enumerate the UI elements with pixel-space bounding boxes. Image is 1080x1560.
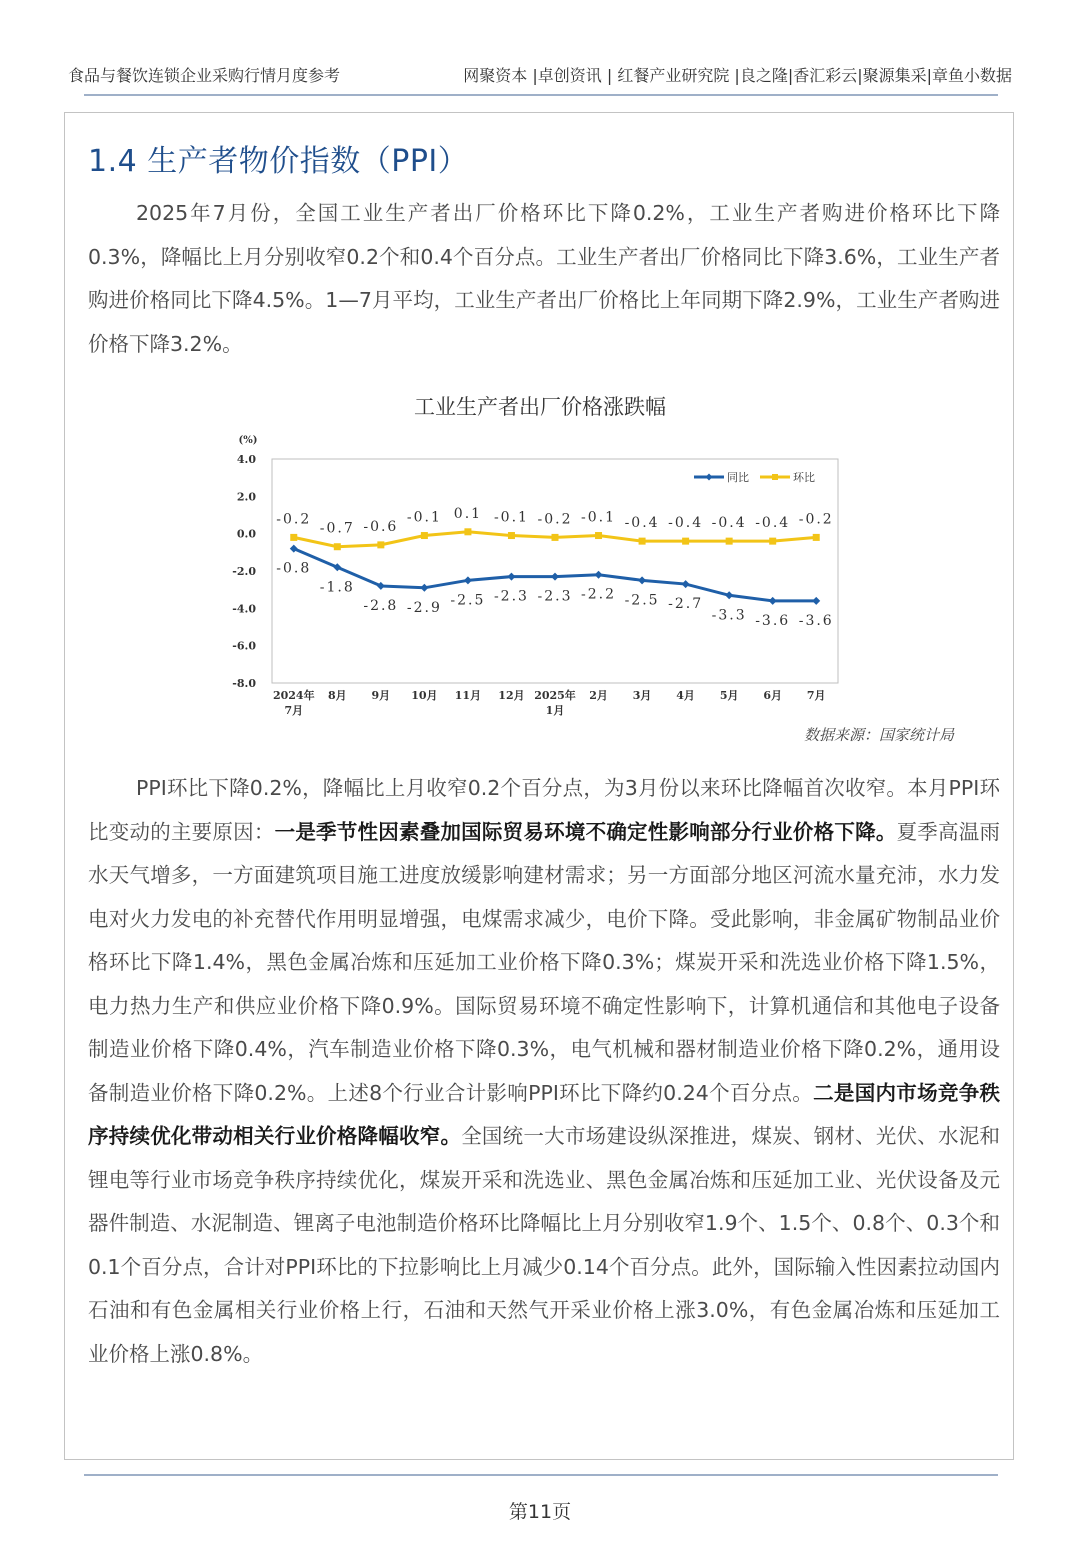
header-left-title: 食品与餐饮连锁企业采购行情月度参考	[68, 65, 341, 85]
data-label-yoy: -2.3	[493, 588, 529, 605]
data-label-yoy: -2.5	[624, 592, 660, 609]
data-label-mom: -0.2	[276, 511, 312, 528]
paragraph1-text: 2025年7月份，全国工业生产者出厂价格环比下降0.2%，工业生产者购进价格环比下降0.3%，降幅比上月分别收窄0.2个和0.4个百分点。工业生产者出厂价格同比下降3.6%，工业生产者购进价格同比下降4.5%。1—7月平均，工业生产者出厂价格比上年同期下降2.9%，工业生产者购进价格下降3.2%。	[88, 201, 1000, 356]
x-tick-label-line: 12月	[498, 689, 525, 702]
x-tick-label-line: 5月	[719, 689, 739, 702]
data-point-mom	[726, 538, 733, 545]
paragraph-ppi-summary	[88, 192, 1000, 366]
paragraph2-bold-reason-1: 一是季节性因素叠加国际贸易环境不确定性影响部分行业价格下降。	[274, 819, 897, 844]
x-tick-label-line: 2024年	[272, 689, 315, 702]
y-tick-label: 4.0	[236, 453, 256, 466]
data-source: 数据来源：国家统计局	[803, 726, 954, 744]
legend-label: 环比	[793, 471, 815, 484]
data-point-mom	[421, 532, 428, 539]
x-tick-label-line: 11月	[454, 689, 482, 702]
section-title: 1.4 生产者物价指数（PPI）	[88, 144, 469, 179]
y-tick-label: -4.0	[232, 602, 256, 616]
x-tick-label-line: 8月	[327, 689, 347, 702]
legend-label: 同比	[727, 471, 749, 484]
data-point-mom	[682, 538, 689, 545]
data-label-mom: -0.2	[798, 511, 834, 528]
plot-area	[272, 459, 838, 683]
data-label-yoy: -2.7	[668, 596, 704, 613]
data-point-mom	[595, 532, 602, 539]
data-label-mom: -0.4	[624, 515, 660, 532]
chart-title: 工业生产者出厂价格涨跌幅	[414, 395, 666, 419]
data-label-mom: -0.7	[319, 520, 355, 537]
data-point-mom	[552, 534, 559, 541]
y-tick-label: 0.0	[236, 527, 256, 541]
data-label-yoy: -3.6	[755, 612, 791, 629]
data-label-mom: -0.4	[668, 515, 704, 532]
legend-marker	[772, 474, 778, 480]
x-tick-label	[807, 689, 826, 702]
data-label-yoy: -3.6	[798, 612, 834, 629]
page-number: 第11页	[508, 1501, 572, 1523]
paragraph-ppi-analysis	[88, 767, 1000, 1376]
y-tick-label: -8.0	[232, 677, 256, 690]
data-label-mom: -0.4	[755, 515, 791, 532]
data-label-yoy: -1.8	[319, 579, 355, 596]
data-label-mom: -0.4	[711, 515, 747, 532]
x-tick-label-line: 4月	[676, 689, 695, 702]
x-tick-label	[411, 689, 437, 702]
x-tick-label	[273, 688, 315, 717]
y-tick-label: -6.0	[232, 639, 256, 653]
header-right-sources: 网聚资本 |卓创资讯 | 红餐产业研究院 |良之隆|香汇彩云|聚源集采|章鱼小数据	[463, 65, 1012, 85]
data-point-mom	[813, 534, 820, 541]
x-tick-label	[455, 689, 481, 702]
data-label-yoy: -0.8	[276, 560, 312, 577]
data-point-mom	[377, 541, 384, 548]
paragraph2-bold-reason-2: 二是国内市场竞争秩序持续优化带动相关行业价格降幅收窄。	[88, 1080, 1000, 1148]
x-tick-label	[589, 689, 608, 702]
data-label-yoy: -2.8	[363, 597, 399, 614]
paragraph2-detail-1: 夏季高温雨水天气增多，一方面建筑项目施工进度放缓影响建材需求；另一方面部分地区河流水量充沛，水力发电对火力发电的补充替代作用明显增强，电煤需求减少，电价下降。受此影响，非金属矿物制品业价格环比下降1.4%，黑色金属冶炼和压延加工业价格下降0.3%；煤炭开采和洗选业价格下降1.5%，电力热力生产和供应业价格下降0.9%。国际贸易环境不确定性影响下，计算机通信和其他电子设备制造业价格下降0.4%，汽车制造业价格下降0.3%，电气机械和器材制造业价格下降0.2%，通用设备制造业价格下降0.2%。上述8个行业合计影响PPI环比下降约0.24个百分点。	[88, 819, 1001, 1105]
page-header	[68, 58, 1012, 90]
data-label-yoy: -2.3	[537, 588, 573, 605]
x-tick-label-line: 10月	[411, 689, 438, 702]
y-tick-label: 2.0	[236, 490, 256, 504]
x-tick-label-line: 9月	[371, 689, 391, 702]
data-label-mom: -0.1	[406, 509, 442, 526]
paragraph2-intro: PPI环比下降0.2%，降幅比上月收窄0.2个百分点，为3月份以来环比降幅首次收窄。本月PPI环比变动的主要原因：	[88, 776, 1000, 844]
data-point-mom	[508, 532, 515, 539]
data-point-mom	[334, 543, 341, 550]
x-tick-label-line: 7月	[806, 689, 826, 702]
data-label-mom: -0.1	[581, 509, 617, 526]
x-tick-label	[328, 689, 347, 702]
y-axis-unit-label: (%)	[238, 435, 258, 446]
x-tick-label-line: 2025年	[534, 689, 576, 702]
x-tick-label	[676, 689, 695, 702]
x-tick-label-line: 1月	[545, 704, 565, 717]
x-tick-label	[763, 689, 782, 702]
data-label-mom: -0.1	[493, 509, 529, 526]
x-tick-label-line: 3月	[632, 689, 652, 702]
data-label-mom: -0.6	[363, 518, 399, 535]
ppi-line-chart	[220, 428, 860, 724]
data-point-mom	[639, 538, 646, 545]
y-tick-label: -2.0	[232, 565, 256, 578]
data-label-yoy: -2.9	[406, 599, 442, 616]
x-tick-label-line: 2月	[589, 689, 608, 702]
x-tick-label	[633, 689, 652, 702]
x-tick-label	[498, 689, 524, 702]
x-tick-label	[534, 688, 576, 717]
data-label-mom: 0.1	[453, 505, 483, 522]
x-tick-label	[720, 689, 739, 702]
data-label-yoy: -3.3	[711, 607, 747, 624]
data-point-mom	[769, 538, 776, 545]
header-divider	[84, 94, 998, 96]
data-label-yoy: -2.5	[450, 592, 486, 609]
x-tick-label-line: 6月	[763, 689, 783, 702]
x-tick-label-line: 7月	[284, 704, 304, 717]
paragraph2-detail-2: 全国统一大市场建设纵深推进，煤炭、钢材、光伏、水泥和锂电等行业市场竞争秩序持续优化，煤炭开采和洗选业、黑色金属冶炼和压延加工业、光伏设备及元器件制造、水泥制造、锂离子电池制造价格环比降幅比上月分别收窄1.9个、1.5个、0.8个、0.3个和0.1个百分点，合计对PPI环比的下拉影响比上月减少0.14个百分点。此外，国际输入性因素拉动国内石油和有色金属相关行业价格上行，石油和天然气开采业价格上涨3.0%，有色金属冶炼和压延加工业价格上涨0.8%。	[88, 1124, 1001, 1366]
data-label-yoy: -2.2	[581, 586, 617, 603]
footer-divider	[84, 1474, 998, 1476]
x-tick-label	[372, 689, 391, 702]
data-point-mom	[464, 528, 471, 535]
data-point-mom	[290, 534, 297, 541]
data-label-mom: -0.2	[537, 511, 573, 528]
